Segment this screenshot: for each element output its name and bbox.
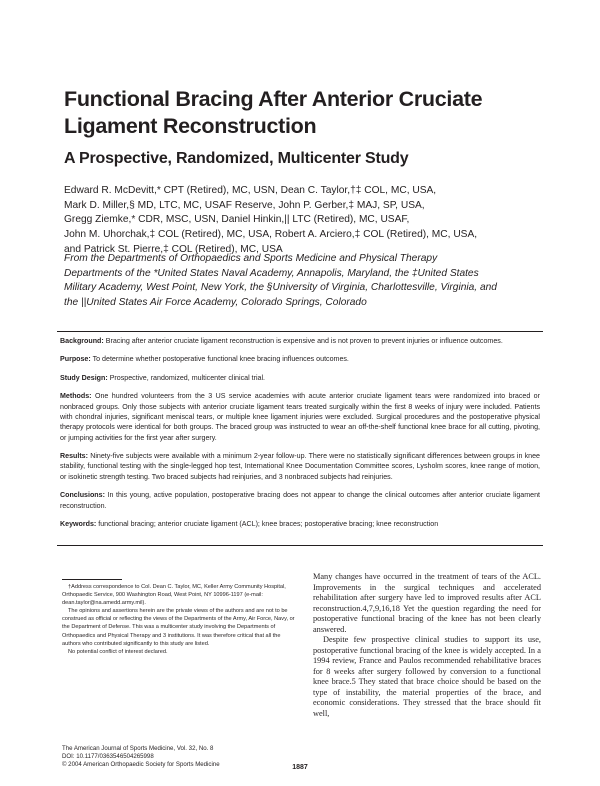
abstract-results: Results: Ninety-five subjects were available with a minimum 2-year follow-up. There were no statistically significant differences between groups in knee stability, functional testing with the single-legged hop test, International Knee Documentation Committee scores, Lysholm scores, knee range of motion, or isokinetic strength testing. Two braced subjects had reinjuries, and 3 nonbraced subjects had reinjuries. <box>60 452 540 481</box>
author-line: and Patrick St. Pierre,‡ COL (Retired), MC, USA <box>64 243 283 255</box>
author-line: Gregg Ziemke,* CDR, MSC, USN, Daniel Hinkin,|| LTC (Retired), MC, USAF, <box>64 214 410 226</box>
abstract-conclusions: Conclusions: In this young, active population, postoperative bracing does not appear to change the clinical outcomes after anterior cruciate ligament reconstruction. <box>60 491 540 510</box>
page-number: 1887 <box>292 764 308 771</box>
article-title: Functional Bracing After Anterior Cruciate Ligament Reconstruction <box>64 87 483 138</box>
body-paragraph: Many changes have occurred in the treatment of tears of the ACL. Improvements in the surgical techniques and accelerated rehabilitation after surgery have led to improved results after ACL reconstruction.4,7,9,16,18 Yet the question regarding the need for postoperative functional bracing of the knee has not been clearly answered. <box>313 572 541 634</box>
body-text-column <box>313 572 541 719</box>
footnote-rule <box>62 579 122 580</box>
affiliation-block <box>64 252 544 311</box>
abstract-purpose: Purpose: To determine whether postoperative functional knee bracing influences outcomes. <box>60 355 349 364</box>
affiliation-line: Departments of the *United States Naval Academy, Annapolis, Maryland, the ‡United States <box>64 267 479 279</box>
author-line: Mark D. Miller,§ MD, LTC, MC, USAF Reserve, John P. Gerber,‡ MAJ, SP, USA, <box>64 199 425 211</box>
journal-copyright: © 2004 American Orthopaedic Society for Sports Medicine <box>62 760 220 768</box>
affiliation-line: Military Academy, West Point, New York, the §University of Virginia, Charlottesville, Virginia, and <box>64 282 497 294</box>
abstract-methods: Methods: One hundred volunteers from the 3 US service academies with acute anterior cruciate ligament tears were randomized into braced or nonbraced groups. Only those subjects with anterior cruciate ligament tears treated surgically within the first 8 weeks of injury were included. Patients with chondral injuries, significant meniscal tears, or multiple knee ligament injuries were excluded. Surgical procedures and the postoperative physical therapy protocols were identical for both groups. The braced group was instructed to wear an off-the-shelf functional knee brace for all cutting, pivoting, or jumping activities for the first year after surgery. <box>60 392 540 442</box>
abstract-bottom-rule <box>57 545 543 546</box>
author-list <box>64 184 544 258</box>
journal-doi: DOI: 10.1177/0363546504265998 <box>62 752 154 760</box>
journal-citation: The American Journal of Sports Medicine, Vol. 32, No. 8 <box>62 745 214 752</box>
abstract-background: Background: Bracing after anterior cruciate ligament reconstruction is expensive and is not proven to prevent injuries or influence outcomes. <box>60 337 503 345</box>
footnotes <box>62 583 298 656</box>
abstract-keywords: Keywords: functional bracing; anterior cruciate ligament (ACL); knee braces; postoperative bracing; knee reconstruction <box>60 519 439 528</box>
author-line: John M. Uhorchak,‡ COL (Retired), MC, USA, Robert A. Arciero,‡ COL (Retired), MC, USA, <box>64 229 478 241</box>
footnote-conflict: No potential conflict of interest declared. <box>68 648 168 655</box>
abstract <box>60 336 540 537</box>
article-subtitle: A Prospective, Randomized, Multicenter Study <box>64 150 409 167</box>
abstract-study-design: Study Design: Prospective, randomized, multicenter clinical trial. <box>60 373 266 382</box>
footnote-disclaimer: The opinions and assertions herein are the private views of the authors and are not to be construed as official or reflecting the views of the Departments of the Army, Air Force, Navy, or the Department of Defense. This was a multicenter study involving the Departments of Orthopaedics and Physical Therapy and 3 institutions. It was therefore critical that all the authors who contributed significantly to this study are listed. <box>62 608 295 647</box>
author-line: Edward R. McDevitt,* CPT (Retired), MC, USN, Dean C. Taylor,†‡ COL, MC, USA, <box>64 185 437 196</box>
body-paragraph: Despite few prospective clinical studies to support its use, postoperative functional bracing of the knee is widely accepted. In a 1994 review, France and Paulos recommended rehabilitative braces for 8 weeks after surgery followed by conversion to a functional knee brace.5 They stated that brace choice should be based on the type of instability, the material properties of the brace, and economic considerations. They stressed that the brace should fit well, <box>313 635 541 718</box>
abstract-top-rule <box>57 331 543 332</box>
affiliation-line: the ||United States Air Force Academy, Colorado Springs, Colorado <box>64 297 367 309</box>
footnote-correspondence: †Address correspondence to Col. Dean C. Taylor, MC, Keller Army Community Hospital, Orthopaedic Service, 900 Washington Road, West Point, NY 10996-1197 (e-mail: dean.taylor@na.amedd.army.mil). <box>62 584 286 607</box>
affiliation-line: From the Departments of Orthopaedics and Sports Medicine and Physical Therapy <box>64 253 438 264</box>
